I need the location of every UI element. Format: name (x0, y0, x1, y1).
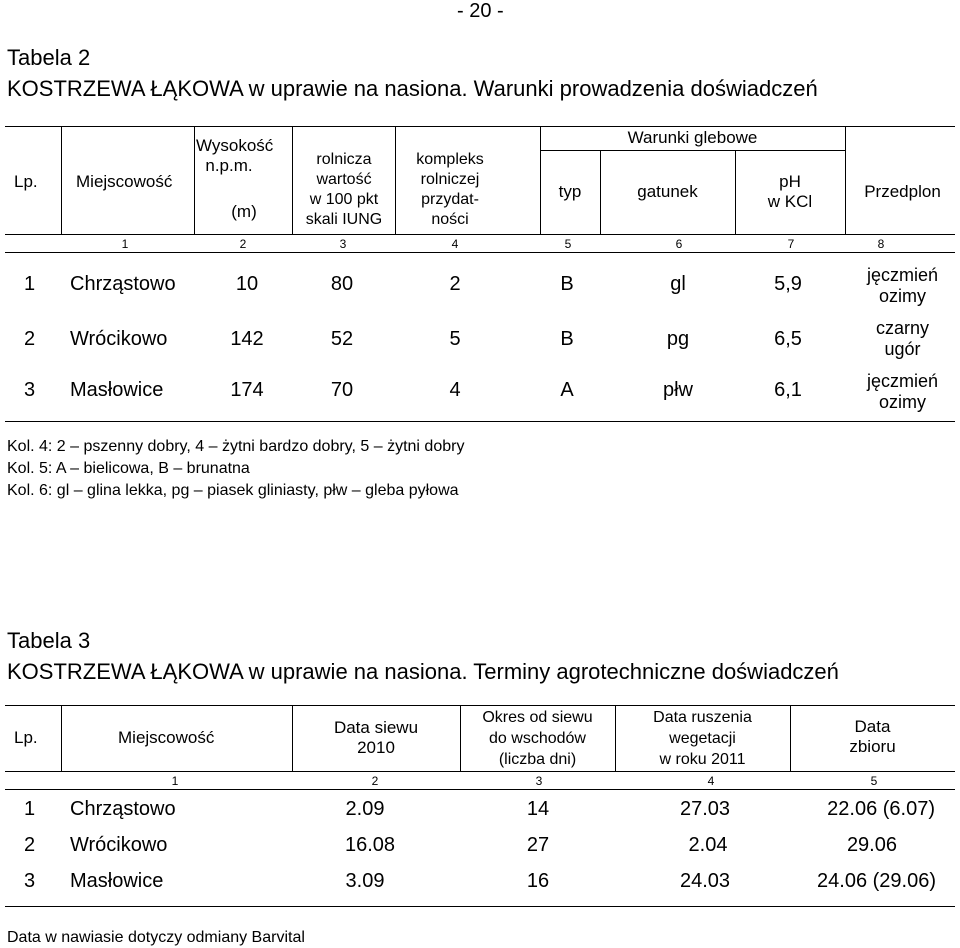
table3-header-lp: Lp. (14, 728, 38, 747)
table2-cell-wartosc: 80 (330, 273, 354, 295)
table2-cell-wartosc: 70 (330, 379, 354, 401)
table3-cell-okres: 14 (526, 798, 550, 820)
table3-cell-okres: 16 (526, 870, 550, 892)
table2-title: KOSTRZEWA ŁĄKOWA w uprawie na nasiona. Warunki prowadzenia doświadczeń (7, 76, 818, 101)
table2-cell-przedplon: jęczmień ozimy (866, 265, 939, 306)
table3-label: Tabela 3 (7, 628, 91, 653)
table2-cell-kompleks: 4 (449, 379, 461, 401)
table3-header-okres: Okres od siewu do wschodów (liczba dni) (482, 709, 593, 768)
table3-header-ruszenie: Data ruszenia wegetacji w roku 2011 (653, 709, 752, 768)
table3-footnote: Data w nawiasie dotyczy odmiany Barvital (7, 929, 305, 946)
table3-cell-lp: 3 (24, 870, 36, 892)
table3-cell-lp: 1 (24, 798, 36, 820)
page-number: - 20 - (457, 0, 504, 22)
table3-cell-zbior: 22.06 (6.07) (827, 798, 935, 820)
table2-header-wysokosc-unit: (m) (231, 202, 257, 221)
table2-header-warunki: Warunki glebowe (627, 128, 758, 147)
table2-note: Kol. 5: A – bielicowa, B – brunatna (7, 460, 250, 477)
table3-colnum: 3 (535, 774, 543, 788)
table3-cell-lp: 2 (24, 834, 36, 856)
table2-header-rolnicza: rolnicza wartość w 100 pkt skali IUNG (305, 151, 383, 228)
table2-colnum: 4 (451, 237, 459, 251)
table2-header-przedplon: Przedplon (864, 182, 941, 201)
table2-label: Tabela 2 (7, 45, 91, 70)
table2-colnum: 5 (564, 237, 572, 251)
table2-cell-wysokosc: 10 (235, 273, 259, 295)
table2-cell-ph: 6,1 (774, 379, 802, 401)
table3-cell-miejscowosc: Masłowice (70, 870, 164, 892)
table2-cell-wartosc: 52 (330, 328, 354, 350)
table2-note: Kol. 6: gl – glina lekka, pg – piasek gliniasty, płw – gleba pyłowa (7, 482, 459, 499)
table3-colnum: 4 (707, 774, 715, 788)
table3-colnum: 2 (371, 774, 379, 788)
table3-cell-miejscowosc: Wrócikowo (70, 834, 168, 856)
table3-title: KOSTRZEWA ŁĄKOWA w uprawie na nasiona. Terminy agrotechniczne doświadczeń (7, 659, 839, 684)
table3-header-miejscowosc: Miejscowość (118, 728, 215, 747)
table2-cell-gatunek: płw (662, 379, 693, 401)
table3-cell-siew: 16.08 (344, 834, 396, 856)
table2-cell-miejscowosc: Chrząstowo (70, 273, 176, 295)
table3-colnum: 1 (171, 774, 179, 788)
table2-header-rule (5, 234, 955, 235)
table2-cell-wysokosc: 174 (230, 379, 264, 401)
table2-soil-rule (540, 150, 845, 151)
table2-header-kompleks: kompleks rolniczej przydat- ności (416, 151, 484, 228)
table2-colnum: 6 (675, 237, 683, 251)
table2-col-divider (194, 126, 195, 234)
table2-note: Kol. 4: 2 – pszenny dobry, 4 – żytni bardzo dobry, 5 – żytni dobry (7, 438, 465, 455)
table3-bottom-rule (5, 906, 955, 907)
table3-col-divider (292, 705, 293, 771)
table3-header-siew: Data siewu 2010 (333, 718, 419, 757)
table2-header-typ: typ (558, 182, 582, 201)
table2-header-lp: Lp. (14, 172, 38, 191)
table2-header-gatunek: gatunek (637, 182, 698, 201)
table2-numbers-rule (5, 252, 955, 253)
table2-cell-typ: A (560, 379, 574, 401)
table2-cell-gatunek: gl (670, 273, 686, 295)
table3-cell-miejscowosc: Chrząstowo (70, 798, 176, 820)
table2-top-rule (5, 126, 955, 127)
table3-cell-ruszenie: 27.03 (679, 798, 731, 820)
table2-cell-ph: 5,9 (774, 273, 802, 295)
table3-cell-ruszenie: 2.04 (688, 834, 728, 856)
table2-cell-przedplon: czarny ugór (875, 318, 929, 359)
table2-cell-kompleks: 2 (449, 273, 461, 295)
table2-cell-typ: B (560, 273, 574, 295)
table2-col-divider (845, 126, 846, 234)
table3-cell-okres: 27 (526, 834, 550, 856)
table2-colnum: 3 (339, 237, 347, 251)
table2-colnum: 1 (121, 237, 129, 251)
table2-cell-lp: 3 (24, 379, 36, 401)
table3-cell-ruszenie: 24.03 (679, 870, 731, 892)
table3-col-divider (61, 705, 62, 771)
table3-cell-siew: 2.09 (345, 798, 385, 820)
table3-cell-zbior: 24.06 (29.06) (817, 870, 936, 892)
table2-colnum: 7 (787, 237, 795, 251)
table3-numbers-rule (5, 789, 955, 790)
table2-cell-typ: B (560, 328, 574, 350)
table2-bottom-rule (5, 421, 955, 422)
table2-colnum: 8 (877, 237, 885, 251)
table2-header-ph: pH w KCl (767, 172, 813, 211)
table2-cell-gatunek: pg (666, 328, 690, 350)
table2-colnum: 2 (239, 237, 247, 251)
table2-cell-kompleks: 5 (449, 328, 461, 350)
table2-cell-przedplon: jęczmień ozimy (866, 371, 939, 412)
table3-top-rule (5, 705, 955, 706)
table2-cell-miejscowosc: Masłowice (70, 379, 164, 401)
table3-cell-siew: 3.09 (345, 870, 385, 892)
table3-cell-zbior: 29.06 (846, 834, 897, 856)
table2-cell-wysokosc: 142 (230, 328, 264, 350)
table3-colnum: 5 (870, 774, 878, 788)
table2-cell-ph: 6,5 (774, 328, 802, 350)
table2-cell-lp: 1 (24, 273, 36, 295)
table3-header-zbior: Data zbioru (849, 717, 896, 756)
table2-header-wysokosc: Wysokość n.p.m. (196, 136, 274, 175)
table2-header-miejscowosc: Miejscowość (76, 172, 173, 191)
table3-header-rule (5, 771, 955, 772)
table2-cell-lp: 2 (24, 328, 36, 350)
table2-col-divider (61, 126, 62, 234)
table2-cell-miejscowosc: Wrócikowo (70, 328, 168, 350)
